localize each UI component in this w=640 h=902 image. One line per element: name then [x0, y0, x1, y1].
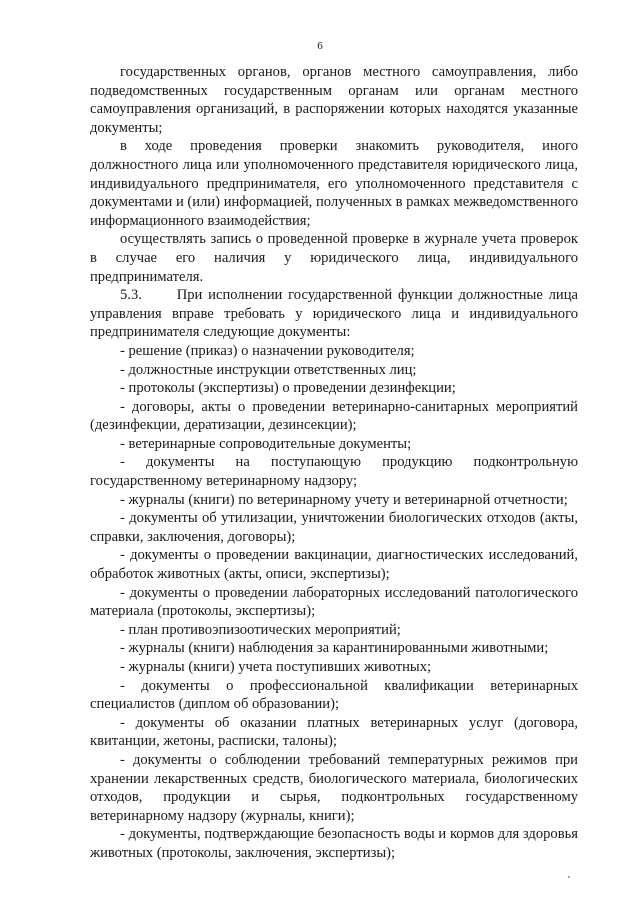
list-item: - журналы (книги) наблюдения за карантинированными животными;: [120, 640, 549, 657]
list-item: - ветеринарные сопроводительные документы;: [120, 435, 412, 452]
paragraph-continuation: государственных органов, органов местного самоуправления, либо подведомственных государственным органам или органам местного самоуправления организаций, в распоряжении которых находятся указанные документы;: [90, 64, 578, 136]
document-body: [90, 63, 582, 863]
page-number: 6: [317, 40, 323, 52]
list-item: - план противоэпизоотических мероприятий;: [120, 621, 401, 638]
list-item: - протоколы (экспертизы) о проведении дезинфекции;: [120, 380, 456, 397]
list-item: - документы о профессиональной квалификации ветеринарных специалистов (диплом об образовании);: [90, 677, 578, 713]
list-item: - документы о проведении вакцинации, диагностических исследований, обработок животных (акты, описи, экспертизы);: [90, 547, 578, 583]
list-item: - решение (приказ) о назначении руководителя;: [120, 342, 415, 359]
scan-speck: [568, 876, 570, 878]
list-item: - документы, подтверждающие безопасность воды и кормов для здоровья животных (протоколы, заключения, экспертизы);: [90, 826, 578, 861]
list-item: - документы об утилизации, уничтожении биологических отходов (акты, справки, заключения, договоры);: [90, 510, 578, 545]
list-item: - документы на поступающую продукцию подконтрольную государственному ветеринарному надзору;: [90, 454, 578, 490]
list-item: - договоры, акты о проведении ветеринарно-санитарных мероприятий (дезинфекции, дератизации, дезинсекции);: [90, 398, 578, 434]
clause-5-3: 5.3. При исполнении государственной функции должностные лица управления вправе требовать у юридического лица и индивидуального предпринимателя следующие документы:: [90, 287, 582, 341]
paragraph-record-inspection: осуществлять запись о проведенной проверке в журнале учета проверок в случае его наличия у юридического лица, индивидуального предпринимателя.: [90, 231, 578, 285]
list-item: - журналы (книги) по ветеринарному учету и ветеринарной отчетности;: [120, 491, 568, 508]
list-item: - должностные инструкции ответственных лиц;: [120, 361, 417, 378]
list-item: - документы о соблюдении требований температурных режимов при хранении лекарственных средств, биологического материала, биологических отходов, продукции и сырья, подконтрольных государственному ветеринарному надзору (журналы, книги);: [90, 751, 578, 824]
list-item: - документы об оказании платных ветеринарных услуг (договора, квитанции, жетоны, расписки, талоны);: [90, 714, 578, 750]
list-item: - документы о проведении лабораторных исследований патологического материала (протоколы, экспертизы);: [90, 584, 578, 620]
list-item: - журналы (книги) учета поступивших животных;: [120, 659, 432, 675]
paragraph-familiarize: в ходе проведения проверки знакомить руководителя, иного должностного лица или уполномоченного представителя юридического лица, индивидуального предпринимателя, его уполномоченного представителя с документами и (или) информацией, полученных в рамках межведомственного информационного взаимодействия;: [90, 138, 579, 229]
